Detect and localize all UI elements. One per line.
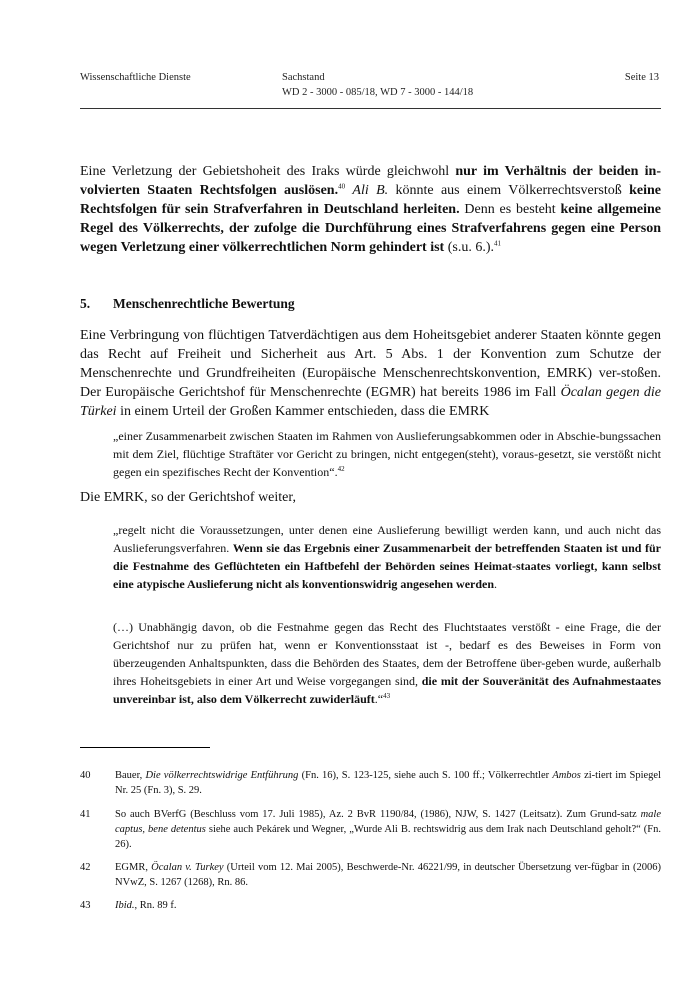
fn41-text-1: So auch BVerfG (Beschluss vom 17. Juli 1985), Az. 2 BvR 1190/84, (1986), NJW, S. 1427 (Leitsatz). Zum Grund-satz [115, 809, 641, 820]
footnote-40 [80, 768, 661, 798]
section-title: Menschenrechtliche Bewertung [113, 296, 295, 311]
footnote-ref-43[interactable]: 43 [383, 692, 391, 700]
section-heading [80, 294, 295, 313]
quote-extradition [113, 521, 661, 593]
header-reference-numbers: WD 2 - 3000 - 085/18, WD 7 - 3000 - 144/18 [282, 87, 474, 98]
footnote-ref-40[interactable]: 40 [338, 182, 346, 191]
fn42-text-1: EGMR, [115, 862, 152, 873]
footnote-number: 42 [80, 862, 91, 873]
footnote-text [115, 807, 661, 852]
header-page-number: Seite 13 [624, 72, 659, 83]
fn42-text-2: (Urteil vom 12. Mai 2005), Beschwerde-Nr. 46221/99, in deutscher Übersetzung ver-fügbar in (2006) NVwZ, S. 1267 (1268), Rn. 86. [115, 862, 661, 888]
header-document-info [282, 70, 473, 100]
footnote-43 [80, 898, 661, 913]
footnote-text [115, 860, 661, 890]
fn40-text-2: (Fn. 16), S. 123-125, siehe auch S. 100 ff.; Völkerrechtler [298, 770, 553, 781]
fn43-text: , Rn. 89 f. [134, 900, 177, 911]
quote3-text-2: .“ [374, 692, 384, 706]
p1-text-3: Denn es besteht [459, 202, 561, 217]
fn42-italic-case: Öcalan v. Turkey [151, 862, 224, 873]
paragraph-sovereignty [80, 162, 661, 257]
header-department: Wissenschaftliche Dienste [80, 72, 191, 83]
p1-italic-name: Ali B. [352, 183, 389, 198]
footnote-number: 40 [80, 770, 91, 781]
footnote-text [115, 898, 661, 913]
footnote-text [115, 768, 661, 798]
p1-bold-3: keine allgemeine Regel des Völkerrechts, der zufolge die Durchführung eines Strafverfahrens gegen eine Person wegen Verletzung einer völkerrechtlichen Norm gehindert ist [80, 202, 661, 255]
fn40-text-1: Bauer, [115, 770, 146, 781]
fn40-italic-title: Die völkerrechtswidrige Entführung [145, 770, 299, 781]
p1-text-2: könnte aus einem Völkerrechtsverstoß [388, 183, 630, 198]
fn40-text-3: zi-tiert im Spiegel Nr. 25 (Fn. 3), S. 29. [115, 770, 662, 796]
p1-bold-2: keine Rechtsfolgen für sein Strafverfahren in Deutschland herleiten. [80, 183, 661, 217]
footnote-41 [80, 807, 661, 852]
quote-cooperation [113, 427, 661, 481]
footnote-divider [80, 747, 210, 748]
fn41-text-2: siehe auch Pekárek und Wegner, „Wurde Ali B. rechtswidrig aus dem Irak nach Deutschland geholt?“ (Fn. 26). [115, 824, 662, 850]
header-document-type: Sachstand [282, 72, 325, 83]
footnote-ref-41[interactable]: 41 [493, 239, 501, 248]
p1-text-1: Eine Verletzung der Gebietshoheit des Iraks würde gleichwohl [80, 164, 456, 179]
header-divider [80, 108, 661, 109]
paragraph-court-further: Die EMRK, so der Gerichtshof weiter, [80, 490, 296, 505]
quote2-bold: Wenn sie das Ergebnis einer Zusammenarbeit der betreffenden Staaten ist und für die Festnahme des Geflüchteten ein Haftbefehl der Behörden seines Heimat-staates vorliegt, kann selbst eine atypische Auslieferung nicht als konventionswidrig angesehen werden [113, 541, 661, 591]
quote2-text-2: . [494, 577, 498, 591]
quote1-text: „einer Zusammenarbeit zwischen Staaten im Rahmen von Auslieferungsabkommen oder in Abschie-bungssachen mit dem Ziel, flüchtige Straftäter vor Gericht zu bringen, nicht entgegen(steht), voraus-gesetzt, sie verstößt nicht gegen ein spezifisches Recht der Konvention“. [113, 429, 661, 479]
p2-text-2: in einem Urteil der Großen Kammer entschieden, dass die EMRK [116, 404, 490, 419]
p2-italic-case: Öcalan gegen die Türkei [80, 385, 661, 419]
section-number: 5. [80, 296, 91, 311]
p1-text-4: (s.u. 6.). [444, 240, 494, 255]
fn43-italic-ibid: Ibid. [115, 900, 135, 911]
footnote-ref-42[interactable]: 42 [337, 465, 345, 473]
footnote-number: 43 [80, 900, 91, 911]
p1-bold-1: nur im Verhältnis der beiden in-volvierten Staaten Rechtsfolgen auslösen. [80, 164, 661, 198]
footnote-number: 41 [80, 809, 91, 820]
quote3-text-1: (…) Unabhängig davon, ob die Festnahme gegen das Recht des Fluchtstaates verstößt - eine Frage, die der Gerichtshof nur zu prüfen hat, wenn er Konventionsstaat ist -, bedarf es des Beweises in Form von überzeugenden Anhaltspunkten, dass die Behörden des Staates, dem der Betroffene über-geben wurde, außerhalb ihres Hoheitsgebiets in einer Art und Weise vorgegangen sind, [113, 620, 661, 688]
fn41-italic-maxim: male captus, bene detentus [115, 809, 661, 835]
p2-text-1: Eine Verbringung von flüchtigen Tatverdächtigen aus dem Hoheitsgebiet anderer Staaten könnte gegen das Recht auf Freiheit und Sicherheit aus Art. 5 Abs. 1 der Konvention zum Schutze der Menschenrechte und Grundfreiheiten (Europäische Menschenrechtskonvention, EMRK) ver-stoßen. Der Europäische Gerichtshof für Menschenrechte (EGMR) hat bereits 1986 im Fall [80, 328, 661, 400]
quote-sovereignty [113, 618, 661, 708]
paragraph-human-rights [80, 326, 661, 421]
quote3-bold: die mit der Souveränität des Aufnahmestaates unvereinbar ist, also dem Völkerrecht zuwiderläuft [113, 674, 661, 706]
quote2-text-1: „regelt nicht die Voraussetzungen, unter denen eine Auslieferung bewilligt werden kann, und auch nicht das Auslieferungsverfahren. [113, 523, 661, 555]
fn40-italic-name: Ambos [552, 770, 581, 781]
footnote-42 [80, 860, 661, 890]
